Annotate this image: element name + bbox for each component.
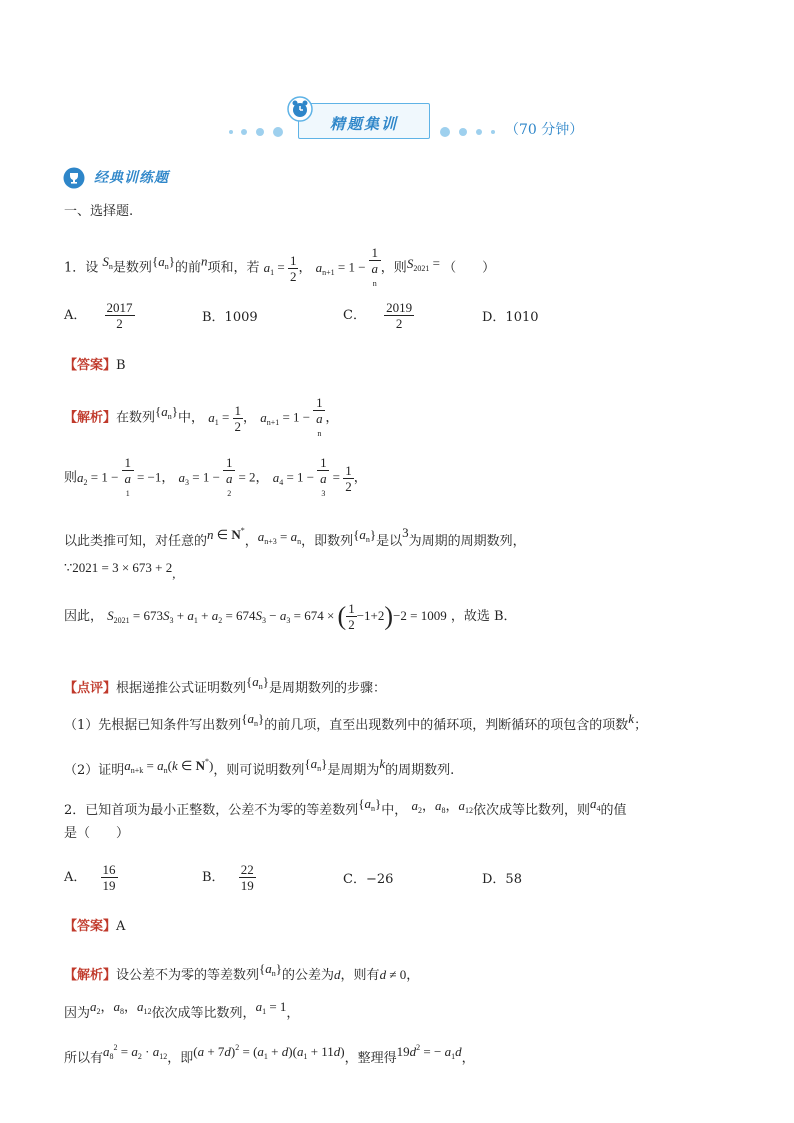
decor-dot — [459, 128, 467, 136]
decor-dot — [241, 129, 247, 135]
decor-dot — [440, 127, 450, 137]
question-2-line1: 2．已知首项为最小正整数，公差不为零的等差数列$\{a_n\}$中， $a_2$，$a_8$，$a_{12}$依次成等比数列，则$a_4$的值 — [64, 796, 627, 818]
trophy-icon — [63, 167, 85, 189]
q1-analysis-line2: 则$a_2 = 1$ − 1 a 1 = −1， $a_3 = 1$ − 1 a 2 = 2， $a_4 = 1$ − 1 a 3 = $\frac{1}{2}$ ， — [64, 455, 367, 498]
time-note: （70 分钟） — [505, 122, 584, 138]
question-1: 1．设 $S_n$是数列$\{a_n\}$的前n项和，若 $a_1$ = $\frac{1}{2}$ ， $a_{n+1} = 1$ − 1 a n ，则$S_{2021}$ = （ ） — [64, 245, 496, 288]
q1-step-2: （2）证明$a_{n+k} = a_n(k$ ∈ N*)，则可说明数列$\{a_n\}$是周期为k的周期数列. — [64, 756, 455, 778]
q1-option-c: C． $\frac{2019}{2}$ — [343, 300, 413, 331]
alarm-clock-icon — [287, 96, 313, 122]
q1-analysis-line4: ∵2021 = 3 × 673 + 2, — [64, 560, 176, 581]
q2-option-c: C．−26 — [343, 872, 394, 887]
q2-option-b: B． $\frac{22}{19}$ — [202, 862, 254, 893]
header-banner — [298, 103, 430, 139]
section-title: 经典训练题 — [94, 170, 169, 186]
q1-comment: 【点评】根据递推公式证明数列$\{a_n\}$是周期数列的步骤： — [64, 674, 387, 696]
q2-analysis-line1: 【解析】设公差不为零的等差数列$\{a_n\}$的公差为d，则有d ≠ 0， — [64, 961, 420, 983]
decor-dot — [491, 130, 495, 134]
q1-analysis-line1: 【解析】在数列$\{a_n\}$中， $a_1$ = $\frac{1}{2}$ ， $a_{n+1} = 1$ − 1 a n ， — [64, 395, 339, 438]
decor-dot — [229, 130, 233, 134]
header-title: 精题集训 — [329, 115, 398, 133]
q1-analysis-line5: 因此， $S_{2021} = 673S_3 + a_1 + a_2 = 674S_3 - a_3 = 674$ × ( $\frac{1}{2}$ −1+2)−2 = 1009 ，故选 B． — [64, 601, 517, 632]
q2-option-a: A． $\frac{16}{19}$ — [64, 862, 116, 893]
q2-answer: 【答案】A — [64, 919, 126, 934]
q1-answer: 【答案】B — [64, 358, 126, 373]
q2-analysis-line3: 所以有$a_8^2 = a_2 \cdot a_{12}$，即$(a + 7d)^2 = (a_1 + d)(a_1 + 11d)$，整理得$19d^2$ = − $a_1d$， — [64, 1043, 475, 1066]
q1-option-a: A． $\frac{2017}{2}$ — [64, 300, 133, 331]
q1-step-1: （1）先根据已知条件写出数列$\{a_n\}$的前几项，直至出现数列中的循环项，判断循环的项包含的项数k； — [64, 711, 648, 733]
q2-option-d: D．58 — [482, 872, 522, 887]
question-2-line2: 是（ ） — [64, 826, 130, 841]
q1-option-d: D．1010 — [482, 310, 539, 325]
decor-dot — [273, 127, 283, 137]
q1-option-b: B．1009 — [202, 310, 258, 325]
decor-dot — [256, 128, 264, 136]
part-heading: 一、选择题. — [64, 204, 134, 219]
q1-analysis-line3: 以此类推可知，对任意的n ∈ N*，$a_{n+3} = a_n$，即数列$\{a_n\}$是以3为周期的周期数列， — [64, 525, 526, 549]
q2-analysis-line2: 因为$a_2$，$a_8$，$a_{12}$依次成等比数列，$a_1 = 1$， — [64, 999, 300, 1021]
decor-dot — [476, 129, 482, 135]
